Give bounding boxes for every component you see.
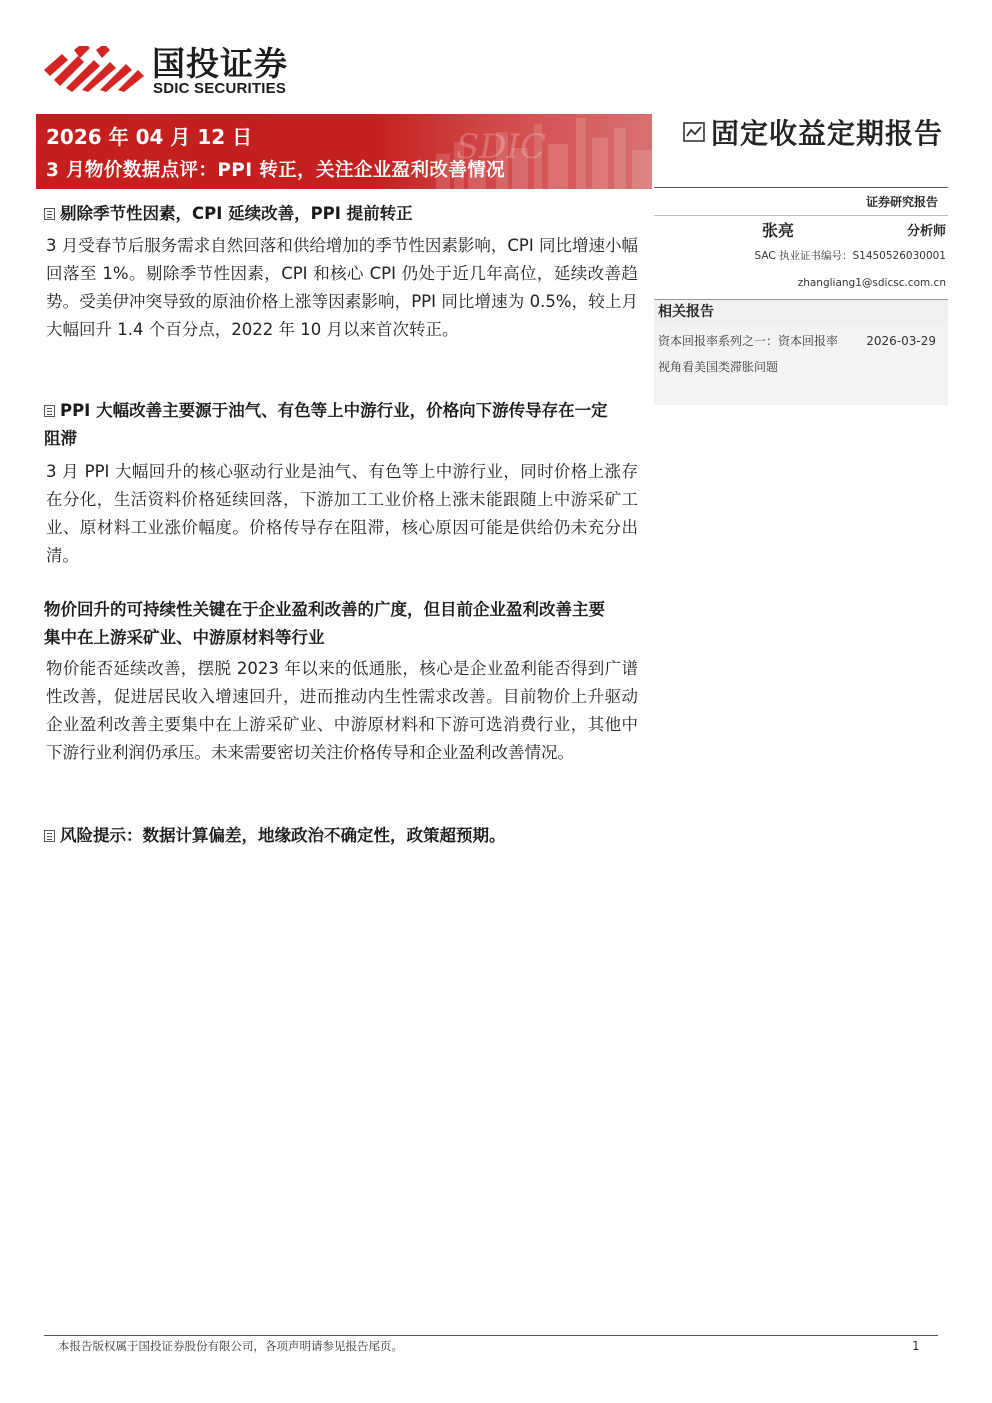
divider (654, 215, 948, 216)
list-bullet-icon (44, 405, 55, 417)
related-reports-header (654, 299, 948, 324)
footer-disclaimer: 本报告版权属于国投证券股份有限公司，各项声明请参见报告尾页。 (58, 1339, 403, 1353)
risk-warning: 风险提示：数据计算偏差，地缘政治不确定性，政策超预期。 (44, 822, 644, 850)
report-title: 3 月物价数据点评：PPI 转正，关注企业盈利改善情况 (46, 160, 506, 181)
report-date: 2026 年 04 月 12 日 (46, 125, 253, 149)
analyst-role: 分析师 (906, 224, 946, 239)
related-reports-title: 相关报告 (658, 304, 714, 320)
related-reports-list (654, 324, 948, 405)
report-type: 证券研究报告 (865, 195, 938, 209)
section-paragraph: 物价能否延续改善，摆脱 2023 年以来的低通胀，核心是企业盈利能否得到广谱性改善，促进居民收入增速回升，进而推动内生性需求改善。目前物价上升驱动企业盈利改善主要集中在上游采矿业、中游原材料和下游可选消费行业，其他中下游行业利润仍承压。未来需要密切关注价格传导和企业盈利改善情况。 (46, 659, 638, 762)
divider (654, 187, 948, 188)
report-category: 固定收益定期报告 (711, 117, 944, 150)
line-chart-icon (683, 122, 705, 142)
banner-watermark: SDIC (456, 127, 546, 167)
section-heading: 物价回升的可持续性关键在于企业盈利改善的广度，但目前企业盈利改善主要集中在上游采矿业、中游原材料等行业 (44, 600, 605, 647)
sdic-logo-icon (44, 46, 144, 92)
analyst-name: 张亮 (762, 221, 795, 240)
title-banner (36, 114, 652, 189)
related-report-date: 2026-03-29 (866, 334, 936, 348)
company-name-en: SDIC SECURITIES (153, 80, 287, 97)
section-paragraph: 3 月 PPI 大幅回升的核心驱动行业是油气、有色等上中游行业，同时价格上涨存在分化，生活资料价格延续回落，下游加工工业价格上涨未能跟随上中游采矿工业、原材料工业涨价幅度。价格传导存在阻滞，核心原因可能是供给仍未充分出清。 (46, 462, 638, 565)
related-report-title[interactable]: 资本回报率系列之一：资本回报率视角看美国类滞胀问题 (658, 334, 839, 374)
section-heading: 剔除季节性因素，CPI 延续改善，PPI 提前转正 (44, 200, 644, 228)
analyst-sac-number: SAC 执业证书编号：S1450526030001 (754, 250, 946, 262)
company-name-cn: 国投证券 (152, 44, 288, 83)
page-number: 1 (912, 1339, 920, 1353)
list-bullet-icon (44, 830, 55, 842)
section-heading: PPI 大幅改善主要源于油气、有色等上中游行业，价格向下游传导存在一定阻滞 (44, 401, 608, 448)
section-paragraph: 3 月受春节后服务需求自然回落和供给增加的季节性因素影响，CPI 同比增速小幅回落至 1%。剔除季节性因素，CPI 和核心 CPI 仍处于近几年高位，延续改善趋势。受美伊冲突导致的原油价格上涨等因素影响，PPI 同比增速为 0.5%，较上月大幅回升 1.4 个百分点，2022 年 10 月以来首次转正。 (46, 236, 638, 339)
analyst-email[interactable]: zhangliang1@sdicsc.com.cn (797, 277, 946, 289)
list-bullet-icon (44, 208, 55, 220)
footer-divider (44, 1335, 938, 1336)
